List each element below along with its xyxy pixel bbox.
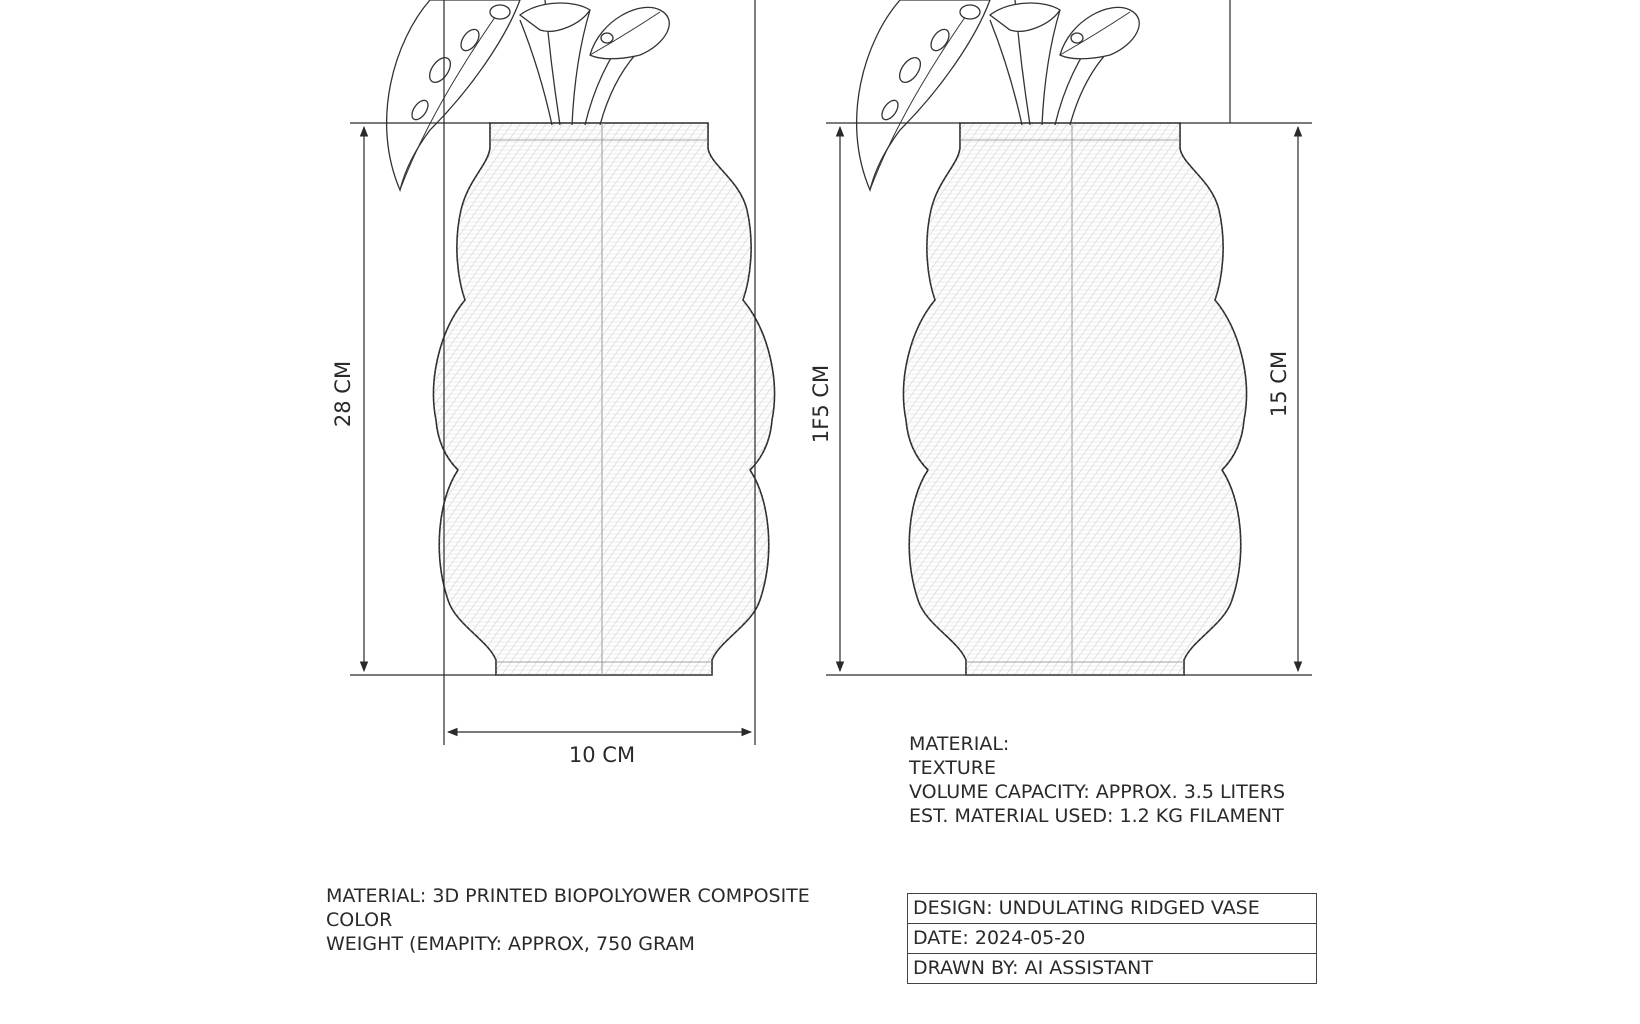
title-block-design: DESIGN: UNDULATING RIDGED VASE [908, 894, 1316, 924]
spec-texture: TEXTURE [909, 757, 997, 779]
right-vase-group [809, 0, 1312, 675]
left-vase-group [331, 0, 774, 767]
spec-weight: WEIGHT (EMAPITY: APPROX, 750 GRAM [326, 933, 695, 955]
spec-material: MATERIAL: 3D PRINTED BIOPOLYOWER COMPOSITE [326, 885, 810, 907]
left-width-label: 10 CM [568, 743, 636, 767]
right-height-label: 15 CM [1267, 350, 1291, 418]
spec-material: MATERIAL: [909, 733, 1010, 755]
right-specifications [909, 732, 1285, 828]
left-height-label: 28 CM [331, 360, 355, 428]
spec-material-used: EST. MATERIAL USED: 1.2 KG FILAMENT [909, 805, 1284, 827]
spec-color: COLOR [326, 909, 393, 931]
title-block-date: DATE: 2024-05-20 [908, 924, 1316, 954]
middle-height-label: 1F5 CM [809, 364, 833, 444]
left-specifications [326, 884, 810, 956]
title-block [907, 893, 1317, 984]
spec-volume: VOLUME CAPACITY: APPROX. 3.5 LITERS [909, 781, 1286, 803]
title-block-drawn-by: DRAWN BY: AI ASSISTANT [913, 957, 1153, 979]
